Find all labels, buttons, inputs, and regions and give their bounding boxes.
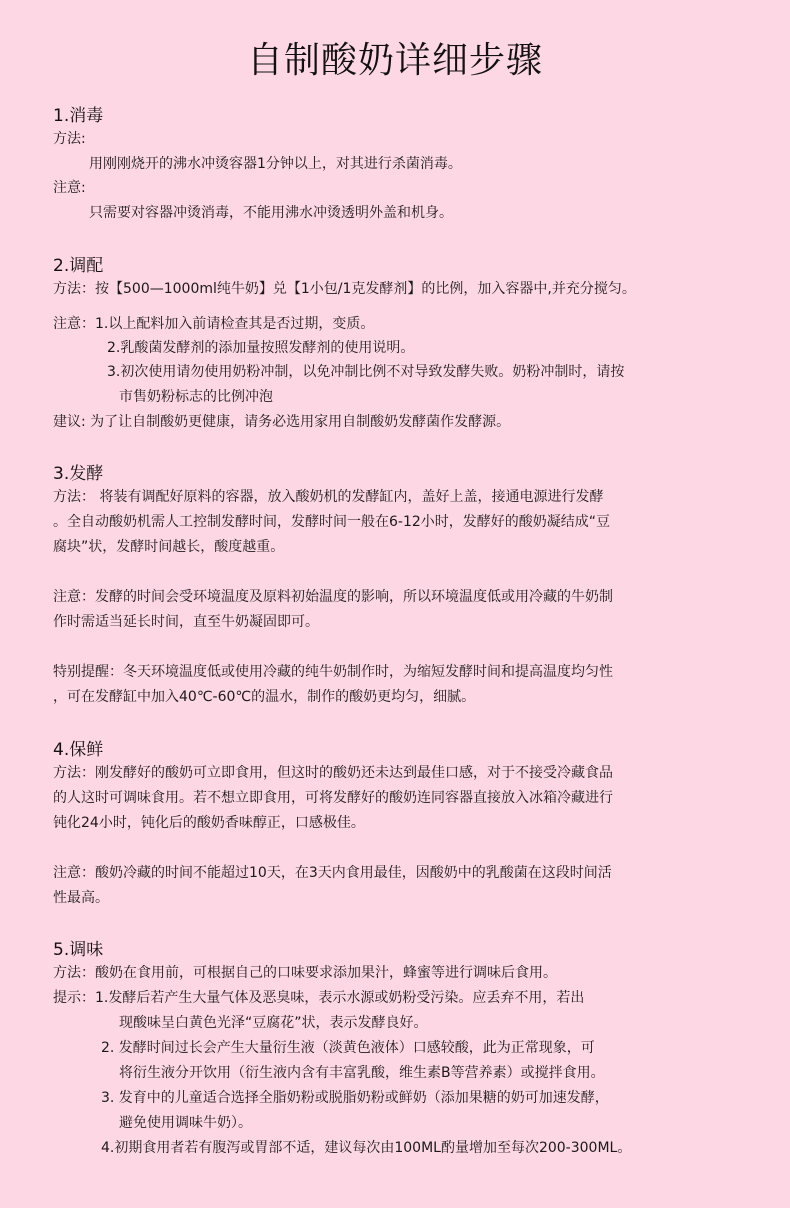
s1-method-label: 方法: (53, 131, 86, 147)
section-2-heading: 2.调配 (53, 256, 104, 276)
s4-method-3: 钝化24小时，钝化后的酸奶香味醇正，口感极佳。 (53, 815, 365, 831)
s1-note-label: 注意: (53, 180, 86, 196)
s5-tip-1a: 提示：1.发酵后若产生大量气体及恶臭味，表示水源或奶粉受污染。应丢弃不用，若出 (53, 990, 585, 1006)
s4-method-1: 方法：刚发酵好的酸奶可立即食用，但这时的酸奶还未达到最佳口感，对于不接受冷藏食品 (53, 765, 613, 781)
s4-method-2: 的人这时可调味食用。若不想立即食用，可将发酵好的酸奶连同容器直接放入冰箱冷藏进行 (53, 790, 613, 806)
s3-tip-2: ，可在发酵缸中加入40℃-60℃的温水，制作的酸奶更均匀，细腻。 (53, 689, 476, 705)
s3-method-1: 方法： 将装有调配好原料的容器，放入酸奶机的发酵缸内，盖好上盖，接通电源进行发酵 (53, 489, 604, 505)
s5-method: 方法：酸奶在食用前，可根据自己的口味要求添加果汁，蜂蜜等进行调味后食用。 (53, 965, 557, 981)
s3-tip-1: 特别提醒：冬天环境温度低或使用冷藏的纯牛奶制作时，为缩短发酵时间和提高温度均匀性 (53, 664, 613, 680)
s5-tip-3a: 3. 发育中的儿童适合选择全脂奶粉或脱脂奶粉或鲜奶（添加果糖的奶可加速发酵， (101, 1090, 609, 1106)
s1-method-text: 用刚刚烧开的沸水冲烫容器1分钟以上，对其进行杀菌消毒。 (89, 156, 462, 172)
s3-method-3: 腐块”状，发酵时间越长，酸度越重。 (53, 539, 285, 555)
s5-tip-1b: 现酸味呈白黄色光泽“豆腐花”状，表示发酵良好。 (119, 1015, 428, 1031)
s1-note-text: 只需要对容器冲烫消毒，不能用沸水冲烫透明外盖和机身。 (89, 205, 453, 221)
section-5-heading: 5.调味 (53, 940, 104, 960)
s5-tip-4: 4.初期食用者若有腹泻或胃部不适，建议每次由100ML酌量增加至每次200-300ML。 (101, 1140, 632, 1156)
s5-tip-2a: 2. 发酵时间过长会产生大量衍生液（淡黄色液体）口感较酸，此为正常现象，可 (101, 1040, 595, 1056)
s3-note-2: 作时需适当延长时间，直至牛奶凝固即可。 (53, 614, 319, 630)
s4-note-2: 性最高。 (53, 890, 109, 906)
s2-note-2: 2.乳酸菌发酵剂的添加量按照发酵剂的使用说明。 (107, 340, 415, 356)
section-4-heading: 4.保鲜 (53, 740, 104, 760)
page-title: 自制酸奶详细步骤 (246, 40, 543, 81)
s2-advice: 建议: 为了让自制酸奶更健康，请务必选用家用自制酸奶发酵菌作发酵源。 (53, 414, 511, 430)
s2-note-1: 注意：1.以上配料加入前请检查其是否过期，变质。 (53, 316, 375, 332)
s2-note-3b: 市售奶粉标志的比例冲泡 (119, 389, 273, 405)
section-3-heading: 3.发酵 (53, 464, 104, 484)
section-1-heading: 1.消毒 (53, 106, 104, 126)
s5-tip-2b: 将衍生液分开饮用（衍生液内含有丰富乳酸，维生素B等营养素）或搅拌食用。 (119, 1065, 605, 1081)
s3-note-1: 注意：发酵的时间会受环境温度及原料初始温度的影响，所以环境温度低或用冷藏的牛奶制 (53, 589, 613, 605)
s3-method-2: 。全自动酸奶机需人工控制发酵时间，发酵时间一般在6-12小时，发酵好的酸奶凝结成“豆 (53, 514, 611, 530)
s2-method: 方法：按【500—1000ml纯牛奶】兑【1小包/1克发酵剂】的比例，加入容器中,并充分搅匀。 (53, 281, 636, 297)
s2-note-3a: 3.初次使用请勿使用奶粉冲制，以免冲制比例不对导致发酵失败。奶粉冲制时，请按 (107, 364, 625, 380)
s5-tip-3b: 避免使用调味牛奶）。 (119, 1115, 252, 1131)
s4-note-1: 注意：酸奶冷藏的时间不能超过10天，在3天内食用最佳，因酸奶中的乳酸菌在这段时间活 (53, 865, 612, 881)
